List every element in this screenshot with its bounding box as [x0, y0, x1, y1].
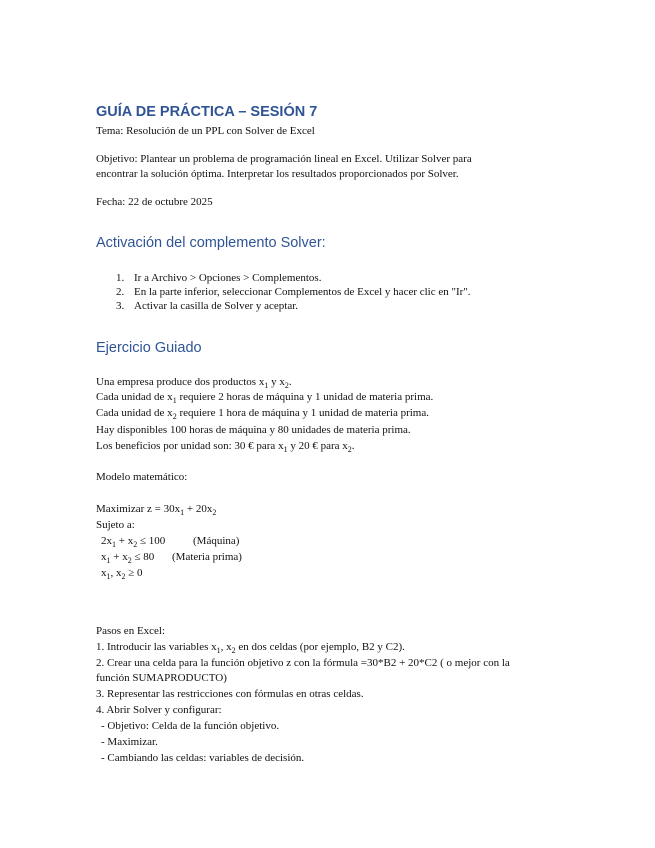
excel-substep: - Objetivo: Celda de la función objetivo.: [101, 720, 280, 732]
objetivo-line-2: encontrar la solución óptima. Interpretar los resultados proporcionados por Solver.: [96, 168, 459, 180]
modelo-label: Modelo matemático:: [96, 471, 188, 483]
activation-step: [116, 285, 471, 299]
objective-function: Maximizar $z = 30x_1 + 20x_2$: [96, 503, 217, 518]
excel-heading: Pasos en Excel:: [96, 625, 166, 637]
exercise-paragraph-line: Cada unidad de $x_2$ requiere 1 hora de máquina y 1 unidad de materia prima.: [96, 407, 429, 422]
excel-step: 2. Crear una celda para la función objetivo z con la fórmula =30*B2 + 20*C2 ( o mejor con la: [96, 657, 510, 669]
excel-substep: - Cambiando las celdas: variables de decisión.: [101, 752, 305, 764]
step-text: Activar la casilla de Solver y aceptar.: [134, 300, 299, 312]
step-text: En la parte inferior, seleccionar Complementos de Excel y hacer clic en "Ir".: [134, 286, 471, 298]
excel-step: función SUMAPRODUCTO): [96, 672, 227, 684]
step-text: Ir a Archivo > Opciones > Complementos.: [134, 272, 322, 284]
fecha-line: Fecha: 22 de octubre 2025: [96, 196, 213, 208]
excel-step: 4. Abrir Solver y configurar:: [96, 704, 222, 716]
step-number: 3.: [116, 300, 125, 312]
tema-line: Tema: Resolución de un PPL con Solver de Excel: [96, 125, 315, 137]
excel-step: 1. Introducir las variables $x_1$, $x_2$ en dos celdas (por ejemplo, B2 y C2).: [96, 641, 405, 656]
activation-heading: Activación del complemento Solver:: [96, 235, 326, 251]
page-title: GUÍA DE PRÁCTICA – SESIÓN 7: [96, 104, 318, 120]
exercise-paragraph-line: Una empresa produce dos productos $x_1$ y $x_2$.: [96, 376, 292, 391]
constraint-maquina: $2x_1 + x_2 \le 100$: [101, 535, 166, 550]
constraint-label: (Materia prima): [172, 551, 242, 563]
constraint-label: (Máquina): [193, 535, 240, 547]
excel-step: 3. Representar las restricciones con fórmulas en otras celdas.: [96, 688, 364, 700]
objetivo-line-1: Objetivo: Plantear un problema de programación lineal en Excel. Utilizar Solver para: [96, 153, 472, 165]
step-number: 2.: [116, 286, 125, 298]
constraint-materia: $x_1 + x_2 \le 80$: [101, 551, 155, 566]
exercise-paragraph-line: Cada unidad de $x_1$ requiere 2 horas de máquina y 1 unidad de materia prima.: [96, 391, 434, 406]
sujeto-label: Sujeto a:: [96, 519, 135, 531]
activation-step: [116, 299, 298, 313]
exercise-heading: Ejercicio Guiado: [96, 340, 202, 356]
constraint-nonnegative: $x_1$, $x_2 \ge 0$: [101, 567, 143, 582]
excel-substep: - Maximizar.: [101, 736, 158, 748]
activation-step: [116, 271, 321, 285]
exercise-paragraph-line: Hay disponibles 100 horas de máquina y 80 unidades de materia prima.: [96, 424, 411, 436]
exercise-paragraph-line: Los beneficios por unidad son: 30 € para $x_1$ y 20 € para $x_2$.: [96, 440, 355, 455]
step-number: 1.: [116, 272, 125, 284]
